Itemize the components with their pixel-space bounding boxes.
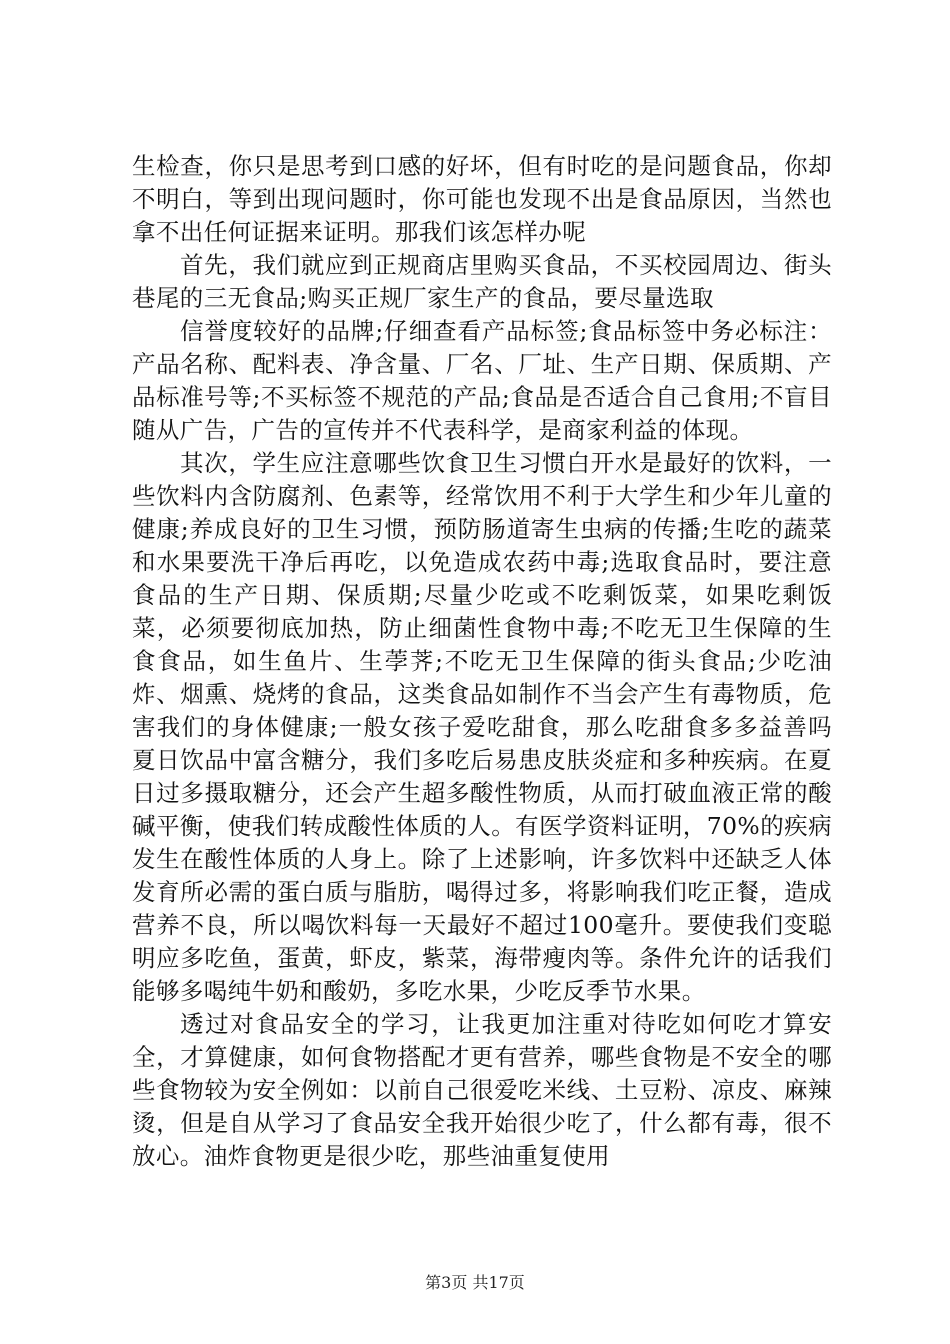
- page-number-footer: 第3页 共17页: [425, 1273, 525, 1292]
- paragraph-2: 首先，我们就应到正规商店里购买食品，不买校园周边、街头巷尾的三无食品;购买正规厂家生产的食品，要尽量选取: [132, 251, 832, 312]
- document-body: [132, 150, 832, 1173]
- paragraph-3: 信誉度较好的品牌;仔细查看产品标签;食品标签中务必标注：产品名称、配料表、净含量、厂名、厂址、生产日期、保质期、产品标准号等;不买标签不规范的产品;食品是否适合自己食用;不盲目随从广告，广告的宣传并不代表科学，是商家利益的体现。: [132, 317, 832, 444]
- paragraph-4: 其次，学生应注意哪些饮食卫生习惯白开水是最好的饮料，一些饮料内含防腐剂、色素等，经常饮用不利于大学生和少年儿童的健康;养成良好的卫生习惯，预防肠道寄生虫病的传播;生吃的蔬菜和水果要洗干净后再吃，以免造成农药中毒;选取食品时，要注意食品的生产日期、保质期;尽量少吃或不吃剩饭菜，如果吃剩饭菜，必须要彻底加热，防止细菌性食物中毒;不吃无卫生保障的生食食品，如生鱼片、生荸荠;不吃无卫生保障的街头食品;少吃油炸、烟熏、烧烤的食品，这类食品如制作不当会产生有毒物质，危害我们的身体健康;一般女孩子爱吃甜食，那么吃甜食多多益善吗夏日饮品中富含糖分，我们多吃后易患皮肤炎症和多种疾病。在夏日过多摄取糖分，还会产生超多酸性物质，从而打破血液正常的酸碱平衡，使我们转成酸性体质的人。有医学资料证明，70%的疾病发生在酸性体质的人身上。除了上述影响，许多饮料中还缺乏人体发育所必需的蛋白质与脂肪，喝得过多，将影响我们吃正餐，造成营养不良，所以喝饮料每一天最好不超过100毫升。要使我们变聪明应多吃鱼，蛋黄，虾皮，紫菜，海带瘦肉等。条件允许的话我们能够多喝纯牛奶和酸奶，多吃水果，少吃反季节水果。: [132, 449, 832, 1005]
- paragraph-5: 透过对食品安全的学习，让我更加注重对待吃如何吃才算安全，才算健康，如何食物搭配才更有营养，哪些食物是不安全的哪些食物较为安全例如：以前自己很爱吃米线、土豆粉、凉皮、麻辣烫，但是自从学习了食品安全我开始很少吃了，什么都有毒，很不放心。油炸食物更是很少吃，那些油重复使用: [132, 1010, 832, 1170]
- paragraph-1: 生检查，你只是思考到口感的好坏，但有时吃的是问题食品，你却不明白，等到出现问题时，你可能也发现不出是食品原因，当然也拿不出任何证据来证明。那我们该怎样办呢: [132, 152, 832, 246]
